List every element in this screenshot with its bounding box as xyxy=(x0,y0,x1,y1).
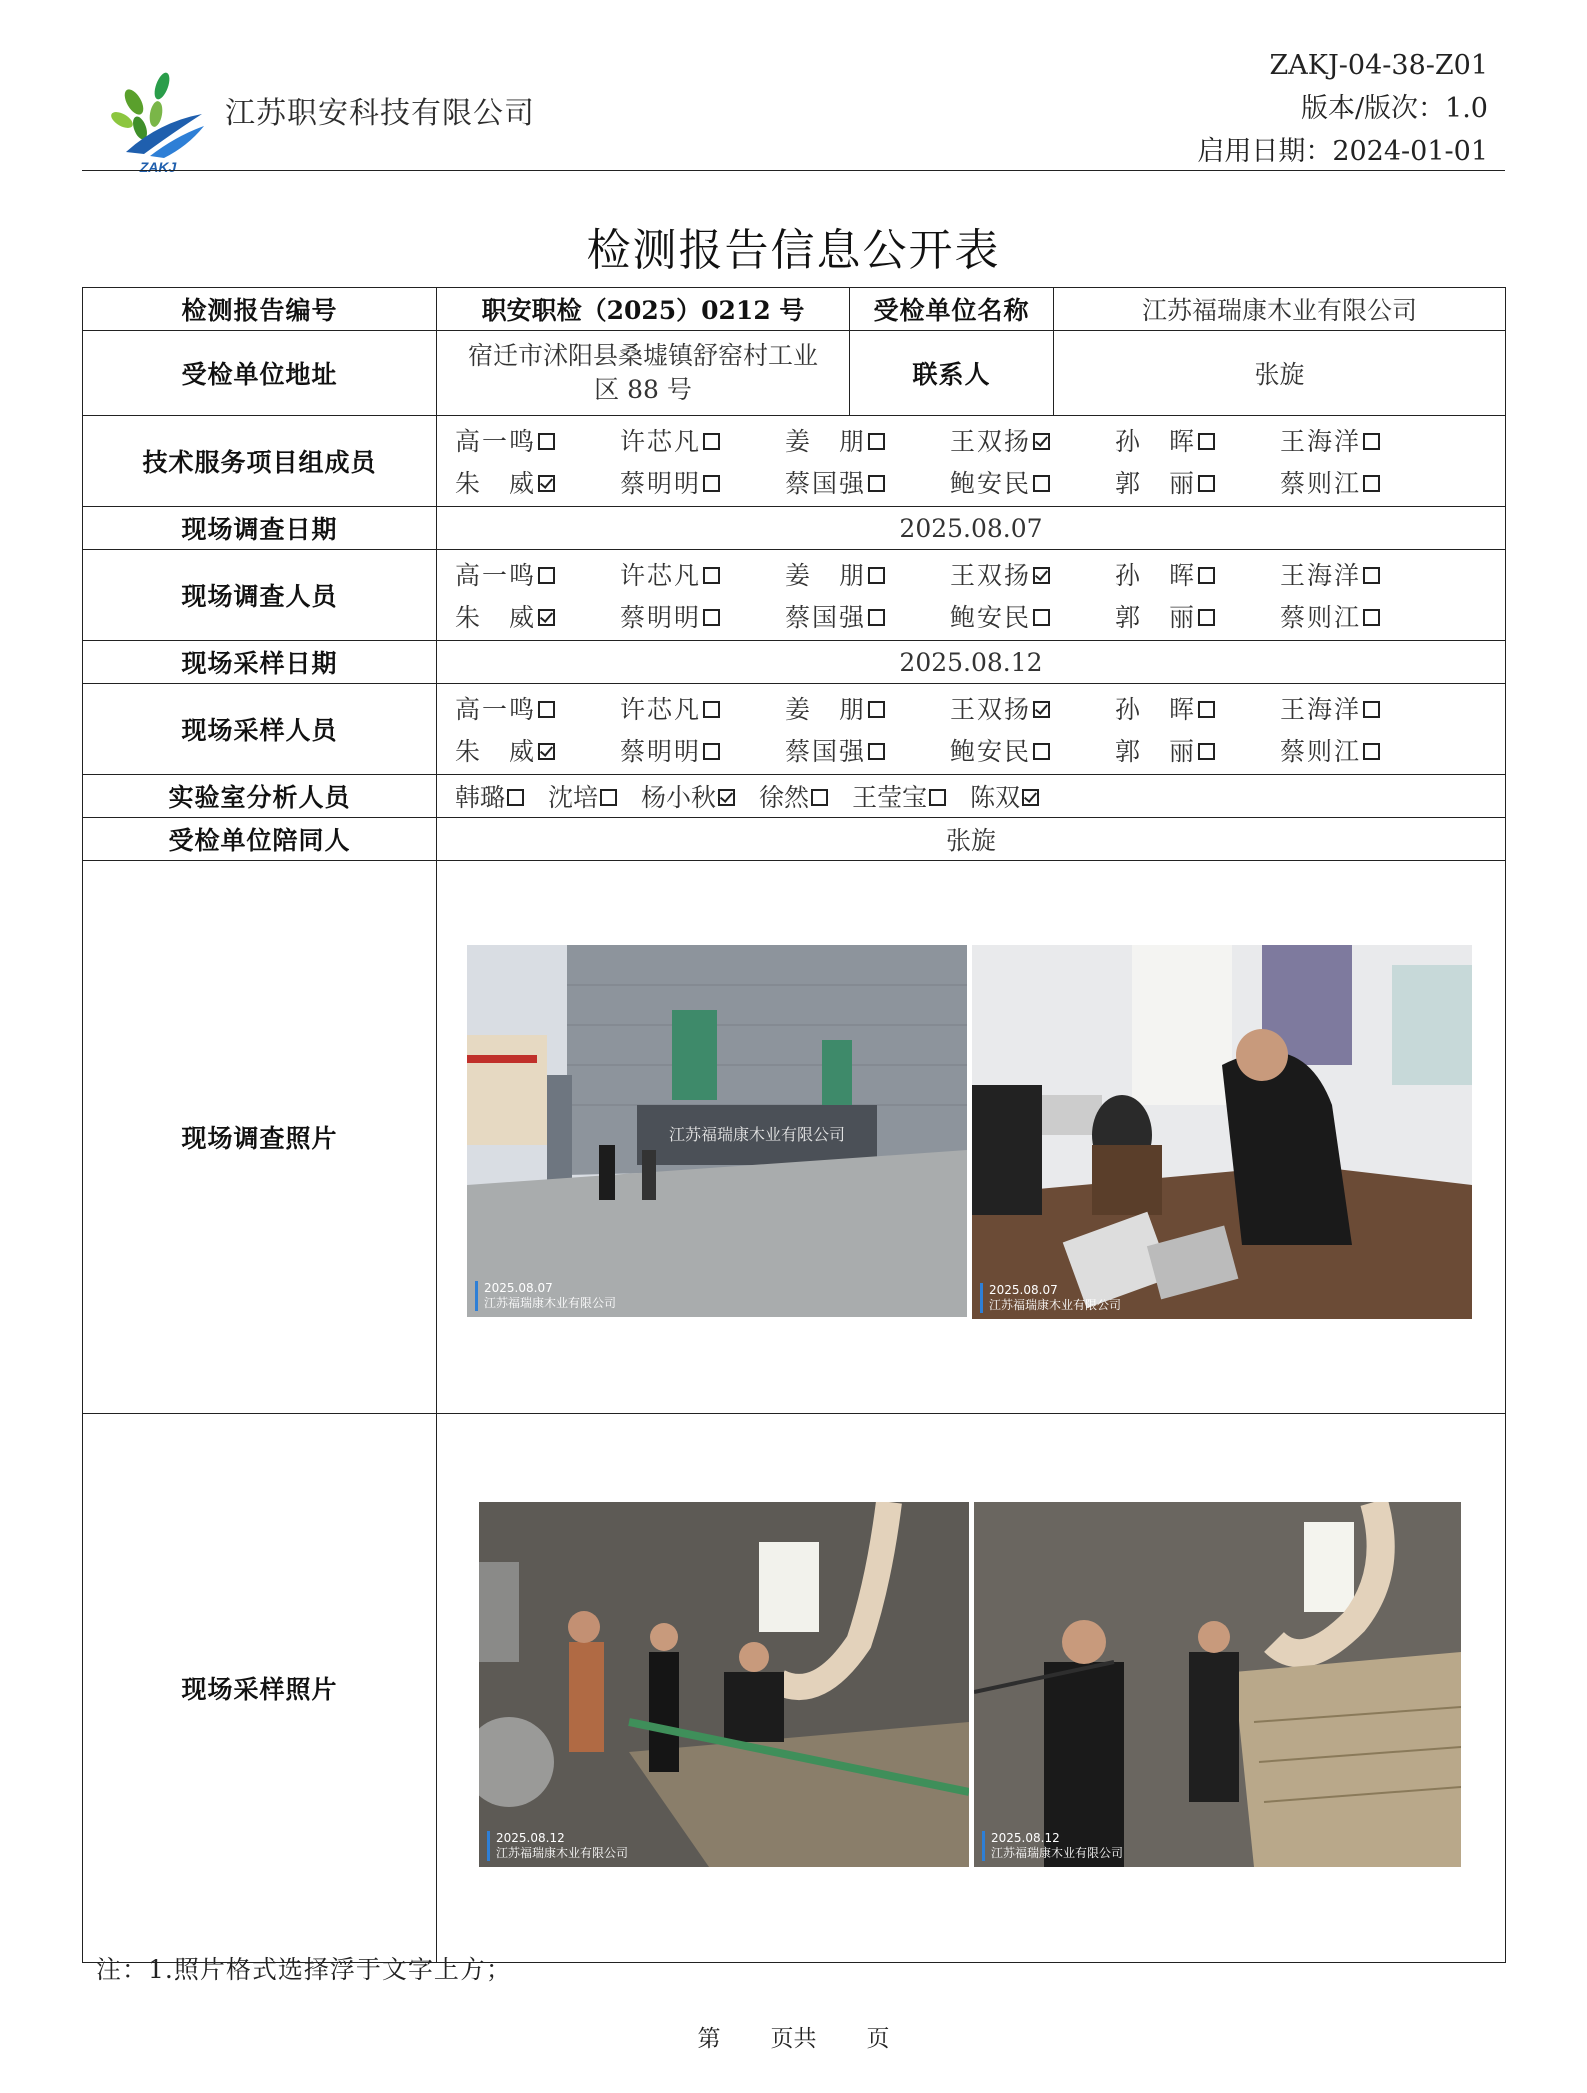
member-name: 蔡明明 xyxy=(620,469,702,498)
member-name: 王海洋 xyxy=(1280,561,1362,590)
member-item xyxy=(455,732,620,768)
unchecked-box-icon[interactable] xyxy=(703,743,720,760)
row-survey-staff xyxy=(83,550,1506,641)
contact-label: 联系人 xyxy=(850,331,1054,416)
row-sampling-staff xyxy=(83,684,1506,775)
unchecked-box-icon[interactable] xyxy=(868,701,885,718)
page-footer-b: 页共 xyxy=(770,2026,817,2052)
member-item xyxy=(620,464,785,500)
unchecked-box-icon[interactable] xyxy=(507,789,524,806)
info-table xyxy=(82,287,1506,1963)
page-footer-c: 页 xyxy=(866,2026,890,2052)
sampling-photo-2-date: 2025.08.12 xyxy=(991,1831,1060,1845)
member-item xyxy=(620,690,785,726)
unchecked-box-icon[interactable] xyxy=(868,567,885,584)
member-name: 姜 朋 xyxy=(785,561,867,590)
member-name: 高一鸣 xyxy=(455,427,537,456)
unchecked-box-icon[interactable] xyxy=(1198,475,1215,492)
lab-member-name: 陈双 xyxy=(970,783,1021,812)
row-tech-team xyxy=(83,416,1506,507)
member-name: 蔡则江 xyxy=(1280,603,1362,632)
address-value: 宿迁市沭阳县桑墟镇舒窑村工业区 88 号 xyxy=(437,331,850,416)
escort-label: 受检单位陪同人 xyxy=(83,818,437,861)
unchecked-box-icon[interactable] xyxy=(1033,609,1050,626)
lab-member-name: 杨小秋 xyxy=(641,783,717,812)
member-name: 鲍安民 xyxy=(950,469,1032,498)
member-name: 蔡则江 xyxy=(1280,469,1362,498)
survey-staff-grid xyxy=(437,550,1505,640)
member-name: 蔡则江 xyxy=(1280,737,1362,766)
escort-value: 张旋 xyxy=(437,818,1506,861)
checked-box-icon[interactable] xyxy=(538,475,555,492)
lab-member-item xyxy=(641,778,735,814)
tech-team-grid xyxy=(437,416,1505,506)
doc-effective-date: 启用日期：2024-01-01 xyxy=(1197,136,1488,167)
factory-sign-text: 江苏福瑞康木业有限公司 xyxy=(668,1125,846,1144)
member-item xyxy=(950,690,1115,726)
unchecked-box-icon[interactable] xyxy=(1033,475,1050,492)
unchecked-box-icon[interactable] xyxy=(811,789,828,806)
sampling-staff-label: 现场采样人员 xyxy=(83,684,437,775)
member-name: 王海洋 xyxy=(1280,695,1362,724)
sampling-photo-cell xyxy=(437,1414,1506,1963)
member-item xyxy=(950,598,1115,634)
unit-name-label: 受检单位名称 xyxy=(850,288,1054,331)
member-item xyxy=(455,598,620,634)
lab-staff-members xyxy=(437,775,1506,818)
member-name: 王双扬 xyxy=(950,427,1032,456)
checked-box-icon[interactable] xyxy=(1033,567,1050,584)
member-item xyxy=(1280,422,1445,458)
lab-staff-label: 实验室分析人员 xyxy=(83,775,437,818)
sampling-photo-label: 现场采样照片 xyxy=(83,1414,437,1963)
survey-photo-exterior xyxy=(467,945,967,1317)
lab-member-item xyxy=(759,778,828,814)
doc-version: 版本/版次：1.0 xyxy=(1300,93,1488,124)
member-name: 朱 威 xyxy=(455,469,537,498)
row-survey-photos xyxy=(83,861,1506,1414)
sampling-photo-1-caption xyxy=(487,1831,628,1861)
member-name: 孙 晖 xyxy=(1115,561,1197,590)
member-name: 蔡国强 xyxy=(785,603,867,632)
sampling-photo-workshop-1 xyxy=(479,1502,969,1867)
unchecked-box-icon[interactable] xyxy=(538,433,555,450)
lab-member-name: 王莹宝 xyxy=(852,783,928,812)
footnote: 注：1.照片格式选择浮于文字上方； xyxy=(96,1955,512,1984)
member-name: 孙 晖 xyxy=(1115,695,1197,724)
lab-member-item xyxy=(548,778,617,814)
row-escort xyxy=(83,818,1506,861)
unchecked-box-icon[interactable] xyxy=(868,609,885,626)
survey-photo-1-company: 江苏福瑞康木业有限公司 xyxy=(484,1296,617,1310)
member-item xyxy=(950,732,1115,768)
survey-photo-2-caption xyxy=(980,1283,1121,1313)
member-name: 王海洋 xyxy=(1280,427,1362,456)
member-item xyxy=(1280,732,1445,768)
sampling-date-value: 2025.08.12 xyxy=(437,641,1506,684)
member-name: 王双扬 xyxy=(950,561,1032,590)
lab-member-name: 沈培 xyxy=(548,783,599,812)
lab-member-name: 徐然 xyxy=(759,783,810,812)
company-name: 江苏职安科技有限公司 xyxy=(225,96,535,131)
tech-team-members xyxy=(437,416,1506,507)
sampling-photo-1-company: 江苏福瑞康木业有限公司 xyxy=(496,1846,629,1860)
unchecked-box-icon[interactable] xyxy=(1363,701,1380,718)
sampling-staff-members xyxy=(437,684,1506,775)
unchecked-box-icon[interactable] xyxy=(703,433,720,450)
member-name: 蔡国强 xyxy=(785,737,867,766)
member-item xyxy=(620,422,785,458)
row-sampling-photos xyxy=(83,1414,1506,1963)
page-title: 检测报告信息公开表 xyxy=(586,225,1001,276)
survey-staff-label: 现场调查人员 xyxy=(83,550,437,641)
member-item xyxy=(1115,422,1280,458)
row-report-no xyxy=(83,288,1506,331)
checked-box-icon[interactable] xyxy=(1033,433,1050,450)
row-address xyxy=(83,331,1506,416)
member-item xyxy=(1280,598,1445,634)
unchecked-box-icon[interactable] xyxy=(1198,609,1215,626)
member-name: 姜 朋 xyxy=(785,427,867,456)
unchecked-box-icon[interactable] xyxy=(868,743,885,760)
sampling-photo-2-caption xyxy=(982,1831,1123,1861)
checked-box-icon[interactable] xyxy=(718,789,735,806)
member-item xyxy=(455,690,620,726)
survey-staff-members xyxy=(437,550,1506,641)
member-item xyxy=(785,598,950,634)
lab-member-item xyxy=(852,778,946,814)
lab-member-item xyxy=(970,778,1039,814)
member-item xyxy=(455,422,620,458)
member-item xyxy=(620,598,785,634)
report-no-value: 职安职检（2025）0212 号 xyxy=(437,288,850,331)
member-item xyxy=(950,422,1115,458)
checked-box-icon[interactable] xyxy=(538,609,555,626)
unchecked-box-icon[interactable] xyxy=(703,701,720,718)
office-interview-image xyxy=(972,945,1472,1319)
checked-box-icon[interactable] xyxy=(1033,701,1050,718)
unchecked-box-icon[interactable] xyxy=(703,609,720,626)
member-name: 姜 朋 xyxy=(785,695,867,724)
unchecked-box-icon[interactable] xyxy=(1363,609,1380,626)
row-lab-staff xyxy=(83,775,1506,818)
member-item xyxy=(1115,556,1280,592)
unchecked-box-icon[interactable] xyxy=(1033,743,1050,760)
member-name: 郭 丽 xyxy=(1115,737,1197,766)
member-name: 许芯凡 xyxy=(620,695,702,724)
logo-text: ZAKJ xyxy=(139,159,177,174)
member-item xyxy=(1115,598,1280,634)
unchecked-box-icon[interactable] xyxy=(600,789,617,806)
unchecked-box-icon[interactable] xyxy=(1198,433,1215,450)
member-name: 蔡国强 xyxy=(785,469,867,498)
unchecked-box-icon[interactable] xyxy=(868,475,885,492)
member-name: 许芯凡 xyxy=(620,427,702,456)
unchecked-box-icon[interactable] xyxy=(1198,743,1215,760)
member-item xyxy=(785,556,950,592)
member-item xyxy=(1115,464,1280,500)
page-footer-a: 第 xyxy=(697,2026,721,2052)
member-item xyxy=(785,690,950,726)
workshop-sampling-image-2 xyxy=(974,1502,1461,1867)
survey-photo-2-company: 江苏福瑞康木业有限公司 xyxy=(989,1298,1122,1312)
survey-photo-1-caption xyxy=(475,1281,616,1311)
header-divider xyxy=(82,170,1505,171)
member-item xyxy=(1280,464,1445,500)
company-logo xyxy=(104,62,212,174)
sampling-staff-grid xyxy=(437,684,1505,774)
member-name: 蔡明明 xyxy=(620,737,702,766)
unchecked-box-icon[interactable] xyxy=(703,475,720,492)
member-item xyxy=(620,732,785,768)
factory-exterior-image xyxy=(467,945,967,1317)
report-no-label: 检测报告编号 xyxy=(83,288,437,331)
member-name: 高一鸣 xyxy=(455,695,537,724)
sampling-photo-1-date: 2025.08.12 xyxy=(496,1831,565,1845)
row-sampling-date xyxy=(83,641,1506,684)
lab-member-item xyxy=(455,778,524,814)
unit-name-value: 江苏福瑞康木业有限公司 xyxy=(1054,288,1506,331)
member-item xyxy=(785,422,950,458)
member-name: 朱 威 xyxy=(455,737,537,766)
lab-staff-list xyxy=(437,778,1505,814)
member-item xyxy=(785,464,950,500)
member-item xyxy=(455,556,620,592)
contact-value: 张旋 xyxy=(1054,331,1506,416)
survey-date-value: 2025.08.07 xyxy=(437,507,1506,550)
address-label: 受检单位地址 xyxy=(83,331,437,416)
unchecked-box-icon[interactable] xyxy=(868,433,885,450)
member-item xyxy=(950,464,1115,500)
member-item xyxy=(785,732,950,768)
member-item xyxy=(1115,732,1280,768)
sampling-date-label: 现场采样日期 xyxy=(83,641,437,684)
member-name: 郭 丽 xyxy=(1115,603,1197,632)
survey-photo-2-date: 2025.08.07 xyxy=(989,1283,1058,1297)
unchecked-box-icon[interactable] xyxy=(929,789,946,806)
unchecked-box-icon[interactable] xyxy=(1363,743,1380,760)
survey-photo-office xyxy=(972,945,1472,1319)
member-name: 高一鸣 xyxy=(455,561,537,590)
unchecked-box-icon[interactable] xyxy=(538,567,555,584)
doc-info xyxy=(1197,44,1488,173)
page-footer xyxy=(0,2020,1587,2053)
member-item xyxy=(620,556,785,592)
sampling-photo-workshop-2 xyxy=(974,1502,1461,1867)
survey-date-label: 现场调查日期 xyxy=(83,507,437,550)
unchecked-box-icon[interactable] xyxy=(1363,567,1380,584)
member-name: 孙 晖 xyxy=(1115,427,1197,456)
unchecked-box-icon[interactable] xyxy=(1198,567,1215,584)
member-name: 朱 威 xyxy=(455,603,537,632)
member-item xyxy=(455,464,620,500)
checked-box-icon[interactable] xyxy=(1022,789,1039,806)
member-name: 王双扬 xyxy=(950,695,1032,724)
member-item xyxy=(1115,690,1280,726)
unchecked-box-icon[interactable] xyxy=(1363,433,1380,450)
member-name: 许芯凡 xyxy=(620,561,702,590)
survey-photo-label: 现场调查照片 xyxy=(83,861,437,1414)
unchecked-box-icon[interactable] xyxy=(1198,701,1215,718)
workshop-sampling-image-1 xyxy=(479,1502,969,1867)
unchecked-box-icon[interactable] xyxy=(538,701,555,718)
member-name: 蔡明明 xyxy=(620,603,702,632)
member-item xyxy=(1280,556,1445,592)
lab-member-name: 韩璐 xyxy=(455,783,506,812)
survey-photo-cell xyxy=(437,861,1506,1414)
member-name: 郭 丽 xyxy=(1115,469,1197,498)
row-survey-date xyxy=(83,507,1506,550)
unchecked-box-icon[interactable] xyxy=(703,567,720,584)
member-item xyxy=(1280,690,1445,726)
member-name: 鲍安民 xyxy=(950,603,1032,632)
unchecked-box-icon[interactable] xyxy=(1363,475,1380,492)
doc-code: ZAKJ-04-38-Z01 xyxy=(1269,50,1488,81)
tech-team-label: 技术服务项目组成员 xyxy=(83,416,437,507)
checked-box-icon[interactable] xyxy=(538,743,555,760)
survey-photo-1-date: 2025.08.07 xyxy=(484,1281,553,1295)
member-name: 鲍安民 xyxy=(950,737,1032,766)
member-item xyxy=(950,556,1115,592)
sampling-photo-2-company: 江苏福瑞康木业有限公司 xyxy=(991,1846,1124,1860)
